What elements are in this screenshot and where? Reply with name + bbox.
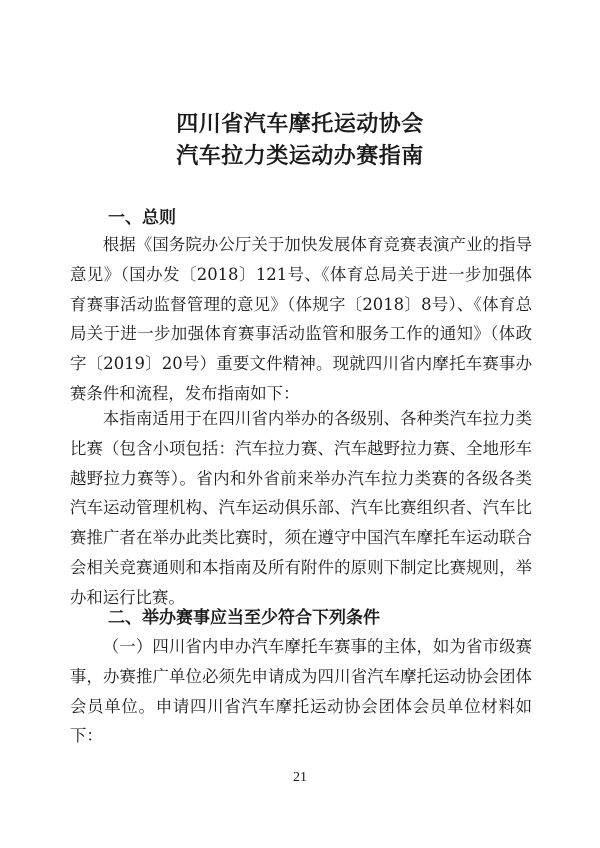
document-title-line-1: 四川省汽车摩托运动协会: [176, 112, 424, 137]
paragraph-organizer-requirement: （一）四川省内申办汽车摩托车赛事的主体，如为省市级赛事，办赛推广单位必须先申请成为四川省汽车摩托运动协会团体会员单位。申请四川省汽车摩托运动协会团体会员单位材料如下：: [70, 637, 532, 746]
section-heading-general: 一、总则: [108, 208, 176, 228]
paragraph-scope: 本指南适用于在四川省内举办的各级别、各种类汽车拉力类比赛（包含小项包括：汽车拉力赛、汽车越野拉力赛、全地形车越野拉力赛等）。省内和外省前来举办汽车拉力类赛的各级各类汽车运动管理机构、汽车运动俱乐部、汽车比赛组织者、汽车比赛推广者在举办此类比赛时，须在遵守中国汽车摩托车运动联合会相关竞赛通则和本指南及所有附件的原则下制定比赛规则，举办和运行比赛。: [70, 409, 532, 607]
section-heading-conditions: 二、举办赛事应当至少符合下列条件: [108, 608, 380, 628]
paragraph-basis: 根据《国务院办公厅关于加快发展体育竞赛表演产业的指导意见》（国办发〔2018〕121号、《体育总局关于进一步加强体育赛事活动监督管理的意见》（体规字〔2018〕8号）、《体育总局关于进一步加强体育赛事活动监管和服务工作的通知》（体政字〔2019〕20号）重要文件精神。现就四川省内摩托车赛事办赛条件和流程，发布指南如下：: [70, 235, 532, 403]
page-number: 21: [293, 770, 307, 785]
document-title-line-2: 汽车拉力类运动办赛指南: [176, 144, 424, 169]
